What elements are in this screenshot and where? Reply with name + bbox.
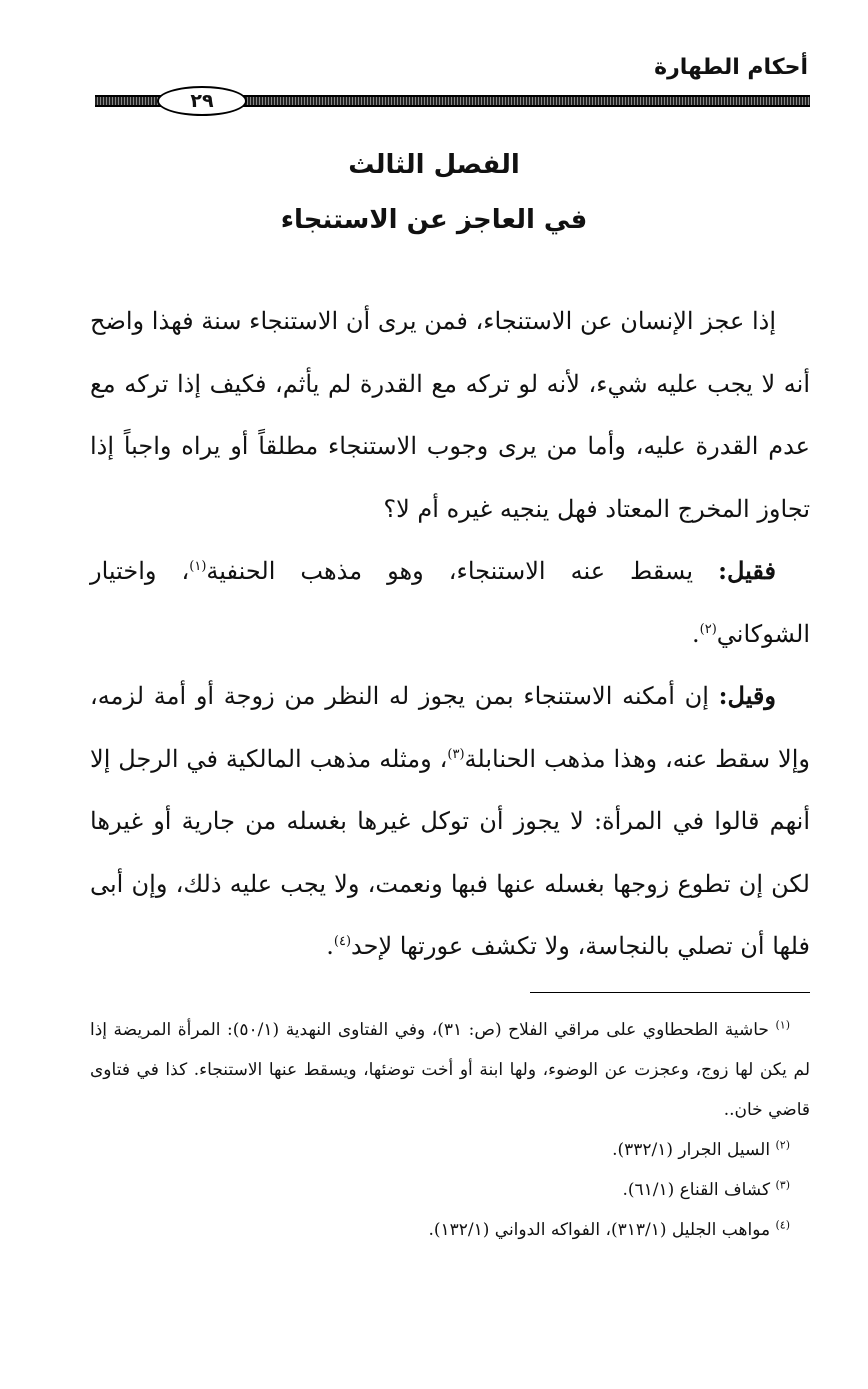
main-text <box>90 290 810 978</box>
footnote-text: مواهب الجليل (٣١٣/١)، الفواكه الدواني (١٣٢/١). <box>428 1220 776 1240</box>
header-rule <box>95 86 810 116</box>
footnote-marker: (٣) <box>775 1178 790 1192</box>
paragraph-3 <box>90 665 810 978</box>
footnote-separator <box>530 992 810 993</box>
page-number: ٢٩ <box>157 86 247 116</box>
paragraph-text: ، واختيار الشوكاني <box>90 557 810 648</box>
running-header-title: أحكام الطهارة <box>654 55 808 80</box>
paragraph-text: ، ومثله مذهب المالكية في الرجل إلا أنهم قالوا في المرأة: لا يجوز أن توكل غيرها بغسله من جارية أو غيرها لكن إن تطوع زوجها بغسله عنها فبها ونعمت، ولا يجب عليه ذلك، وإن أبى فلها أن تصلي بالنجاسة، ولا تكشف عورتها لإحد <box>90 744 810 960</box>
footnote-marker: (١) <box>775 1018 790 1032</box>
footnote-2 <box>90 1130 810 1170</box>
paragraph-text: . <box>692 619 700 648</box>
footnote-3 <box>90 1170 810 1210</box>
footnote-ref-1[interactable]: (١) <box>189 559 207 574</box>
paragraph-lead-word: فقيل: <box>718 556 776 585</box>
chapter-heading: الفصل الثالث <box>348 150 520 180</box>
paragraph-text: إن أمكنه الاستنجاء بمن يجوز له النظر من زوجة أو أمة لزمه، وإلا سقط عنه، وهذا مذهب الحنابلة <box>90 682 810 773</box>
chapter-subtitle: في العاجز عن الاستنجاء <box>280 205 588 235</box>
paragraph-2 <box>90 540 810 665</box>
footnote-ref-4[interactable]: (٤) <box>333 934 352 949</box>
footnote-marker: (٢) <box>775 1138 790 1152</box>
paragraph-1: إذا عجز الإنسان عن الاستنجاء، فمن يرى أن الاستنجاء سنة فهذا واضح أنه لا يجب عليه شيء، لأنه لو تركه مع القدرة لم يأثم، فكيف إذا تركه مع عدم القدرة عليه، وأما من يرى وجوب الاستنجاء مطلقاً أو يراه واجباً إذا تجاوز المخرج المعتاد فهل ينجيه غيره أم لا؟ <box>90 307 810 523</box>
footnote-marker: (٤) <box>775 1218 790 1232</box>
footnote-ref-2[interactable]: (٢) <box>699 621 717 637</box>
paragraph-text: يسقط عنه الاستنجاء، وهو مذهب الحنفية <box>206 557 719 585</box>
footnotes <box>90 1010 810 1250</box>
footnote-text: كشاف القناع (٦١/١). <box>622 1180 776 1200</box>
footnote-text: حاشية الطحطاوي على مراقي الفلاح (ص: ٣١)، وفي الفتاوى النهدية (٥٠/١): المرأة المريضة إذا لم يكن لها زوج، وعجزت عن الوضوء، ولها ابنة أو أخت توضئها، ويسقط عنها الاستنجاء. كذا في فتاوى قاضي خان.. <box>90 1020 810 1120</box>
footnote-1 <box>90 1010 810 1130</box>
footnote-ref-3[interactable]: (٣) <box>447 746 465 762</box>
footnote-text: السيل الجرار (٣٣٢/١). <box>612 1140 776 1160</box>
paragraph-lead-word: وقيل: <box>718 681 776 710</box>
paragraph-text: . <box>326 932 334 960</box>
footnote-4 <box>90 1210 810 1250</box>
